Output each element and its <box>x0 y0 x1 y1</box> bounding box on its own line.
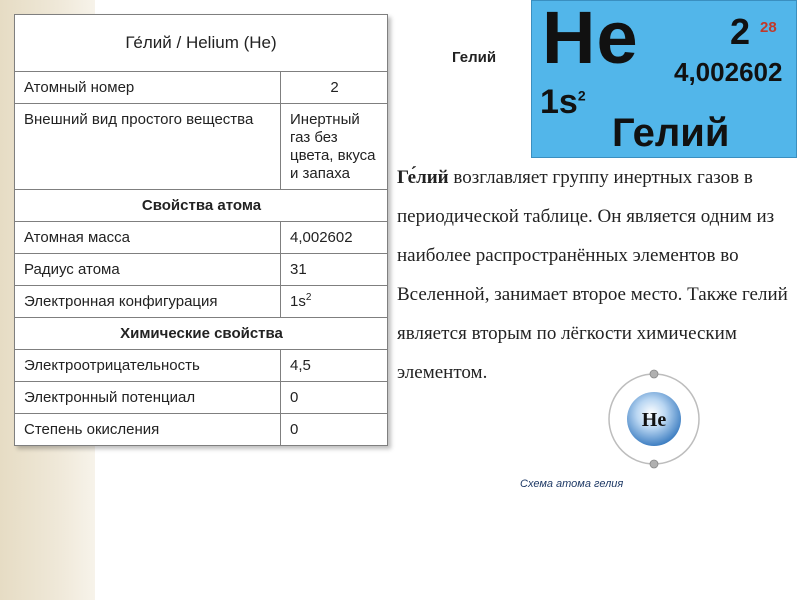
atom-diagram <box>604 369 704 469</box>
row-value-atomic-mass: 4,002602 <box>281 222 388 254</box>
config-base: 1s <box>290 293 306 310</box>
card-config-superscript: 2 <box>577 87 586 104</box>
row-label-atomic-radius: Радиус атома <box>15 254 281 286</box>
row-value-atomic-radius: 31 <box>281 254 388 286</box>
table-row <box>15 350 388 382</box>
atom-diagram-svg <box>604 369 704 469</box>
paragraph-text: возглавляет группу инертных газов в периодической таблице. Он является одним из наиболее распространённых элементов во Вселенной, занимает второе место. Также гелий является вторым по лёгкости химическим элементом. <box>397 167 788 383</box>
table-title: Ге́лий / Helium (He) <box>15 15 388 72</box>
card-config-base: 1s <box>540 83 578 121</box>
section-atom-properties: Свойства атома <box>15 190 388 222</box>
card-number-superscript: 28 <box>760 19 777 36</box>
table-row <box>15 382 388 414</box>
row-value-electron-config <box>281 286 388 318</box>
row-value-oxidation-state: 0 <box>281 414 388 446</box>
row-label-atomic-number: Атомный номер <box>15 72 281 104</box>
row-label-electron-potential: Электронный потенциал <box>15 382 281 414</box>
row-label-oxidation-state: Степень окисления <box>15 414 281 446</box>
row-label-electronegativity: Электроотрицательность <box>15 350 281 382</box>
top-caption: Гелий <box>452 49 497 66</box>
row-value-atomic-number: 2 <box>281 72 388 104</box>
element-card <box>531 0 797 158</box>
section-chemical-properties: Химические свойства <box>15 318 388 350</box>
description-paragraph <box>397 158 792 392</box>
config-superscript: 2 <box>305 292 312 303</box>
card-electron-config <box>540 83 586 122</box>
table-row <box>15 414 388 446</box>
table-row <box>15 254 388 286</box>
row-label-electron-config: Электронная конфигурация <box>15 286 281 318</box>
table-row <box>15 72 388 104</box>
row-value-appearance: Инертный газ без цвета, вкуса и запаха <box>281 104 388 190</box>
table-row <box>15 286 388 318</box>
row-label-appearance: Внешний вид простого вещества <box>15 104 281 190</box>
atom-symbol: He <box>641 409 667 431</box>
paragraph-lead-word: Ге́лий <box>397 167 449 188</box>
table-row <box>15 222 388 254</box>
card-element-name: Гелий <box>612 111 730 155</box>
properties-table <box>14 14 388 446</box>
card-atomic-mass: 4,002602 <box>674 57 783 87</box>
row-value-electron-potential: 0 <box>281 382 388 414</box>
atom-caption: Схема атома гелия <box>520 478 624 490</box>
table-row <box>15 104 388 190</box>
row-label-atomic-mass: Атомная масса <box>15 222 281 254</box>
card-atomic-number: 2 <box>730 11 751 52</box>
electron-bottom <box>650 460 658 468</box>
electron-top <box>650 370 658 378</box>
row-value-electronegativity: 4,5 <box>281 350 388 382</box>
card-symbol: He <box>542 0 639 79</box>
